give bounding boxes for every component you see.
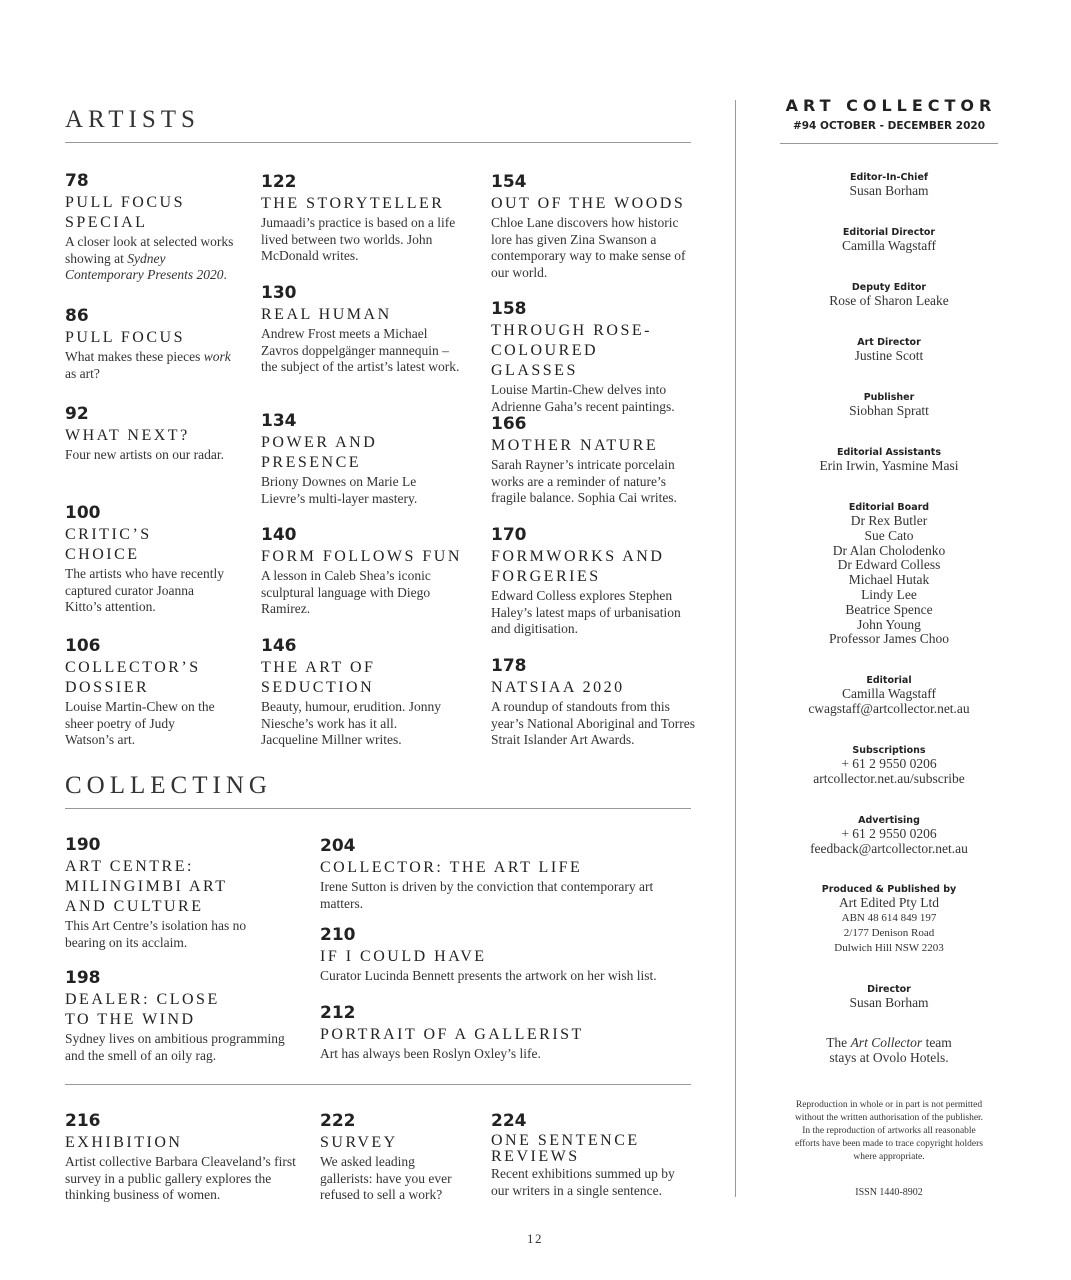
entry-heading: THROUGH ROSE-COLOURED GLASSES xyxy=(491,322,652,379)
entry-description: Andrew Frost meets a Michael Zavros doppelgänger mannequin – the subject of the artist’s latest work. xyxy=(261,326,460,374)
toc-entry[interactable] xyxy=(65,306,243,382)
toc-entry[interactable] xyxy=(65,1111,300,1204)
credit-detail: Dulwich Hill NSW 2203 xyxy=(834,941,944,954)
credit-block xyxy=(780,983,998,1011)
credit-value: Susan Borham xyxy=(849,183,929,198)
credit-label: Publisher xyxy=(863,392,915,403)
entry-description: Louise Martin-Chew delves into Adrienne Gaha’s recent paintings. xyxy=(491,382,675,414)
credit-block xyxy=(780,674,998,717)
credit-label: Art Director xyxy=(857,337,921,348)
toc-entry[interactable] xyxy=(491,656,696,749)
credit-value: feedback@artcollector.net.au xyxy=(810,840,968,856)
page-number: 100 xyxy=(65,503,101,523)
credit-value: Professor James Choo xyxy=(829,631,949,647)
entry-description: We asked leading gallerists: have you ever refused to sell a work? xyxy=(320,1154,452,1202)
page-number: 178 xyxy=(491,656,527,676)
credit-block xyxy=(780,883,998,956)
entry-description: Jumaadi’s practice is based on a life lived between two worlds. John McDonald writes. xyxy=(261,215,456,263)
entry-heading: NATSIAA 2020 xyxy=(491,679,625,696)
collecting-divider xyxy=(65,808,691,809)
issn: ISSN 1440-8902 xyxy=(855,1187,923,1198)
entry-heading: FORM FOLLOWS FUN xyxy=(261,548,462,565)
credit-label: Produced & Published by xyxy=(821,884,957,895)
toc-entry[interactable] xyxy=(491,414,696,507)
credit-value: + 61 2 9550 0206 xyxy=(841,826,937,841)
credit-value: cwagstaff@artcollector.net.au xyxy=(808,700,970,716)
entry-heading: IF I COULD HAVE xyxy=(320,948,487,965)
credit-value: Susan Borham xyxy=(849,995,929,1010)
credit-label: Editor-In-Chief xyxy=(849,172,929,183)
page-number: 216 xyxy=(65,1111,101,1131)
credit-label: Subscriptions xyxy=(852,745,926,756)
page-number: 224 xyxy=(491,1111,527,1131)
credit-value: Sue Cato xyxy=(864,527,914,543)
entry-heading: COLLECTOR’S DOSSIER xyxy=(65,659,201,696)
toc-entry[interactable] xyxy=(320,925,690,985)
credit-block xyxy=(780,446,998,474)
credit-value: Lindy Lee xyxy=(861,586,917,602)
page-number: 212 xyxy=(320,1003,356,1023)
entry-heading: COLLECTOR: THE ART LIFE xyxy=(320,859,583,876)
entry-description: Edward Colless explores Stephen Haley’s latest maps of urbanisation and digitisation. xyxy=(491,588,681,636)
credit-block xyxy=(780,814,998,857)
credit-value: Michael Hutak xyxy=(848,572,930,588)
entry-description: Louise Martin-Chew on the sheer poetry of Judy Watson’s art. xyxy=(65,699,215,747)
entry-heading: ART CENTRE: MILINGIMBI ART AND CULTURE xyxy=(65,858,228,915)
entry-description: This Art Centre’s isolation has no bearing on its acclaim. xyxy=(65,918,247,950)
page-number: 78 xyxy=(65,171,89,191)
page-number: 130 xyxy=(261,283,297,303)
toc-entry[interactable] xyxy=(320,1003,690,1063)
masthead xyxy=(780,96,998,134)
page-number: 140 xyxy=(261,525,297,545)
page-number: 134 xyxy=(261,411,297,431)
entry-heading: WHAT NEXT? xyxy=(65,427,190,444)
toc-entry[interactable] xyxy=(491,1111,696,1199)
entry-description: Beauty, humour, erudition. Jonny Niesche’s work has it all. Jacqueline Millner writes. xyxy=(261,699,442,747)
magazine-name: ART COLLECTOR xyxy=(785,96,997,115)
credit-block xyxy=(780,226,998,254)
page-number: 222 xyxy=(320,1111,356,1131)
credit-value: Erin Irwin, Yasmine Masi xyxy=(819,458,959,473)
credit-value: Siobhan Spratt xyxy=(849,403,929,418)
toc-entry[interactable] xyxy=(491,172,696,281)
credit-block xyxy=(780,171,998,199)
page-number: 122 xyxy=(261,172,297,192)
credit-block xyxy=(780,336,998,364)
credit-value: John Young xyxy=(857,616,921,632)
credit-value: Justine Scott xyxy=(854,348,924,363)
credit-value: Camilla Wagstaff xyxy=(841,238,937,253)
collecting-section-title: COLLECTING xyxy=(65,772,272,799)
page-number: 106 xyxy=(65,636,101,656)
credit-block xyxy=(780,744,998,787)
page-number: 154 xyxy=(491,172,527,192)
entry-description: Irene Sutton is driven by the conviction that contemporary art matters. xyxy=(320,879,654,911)
entry-heading: MOTHER NATURE xyxy=(491,437,659,454)
entry-description: What makes these pieces work as art? xyxy=(65,349,231,381)
page-number: 166 xyxy=(491,414,527,434)
entry-heading: PORTRAIT OF A GALLERIST xyxy=(320,1026,584,1043)
credit-detail: 2/177 Denison Road xyxy=(843,926,935,939)
entry-description: Sydney lives on ambitious programming and the smell of an oily rag. xyxy=(65,1031,285,1063)
toc-entry[interactable] xyxy=(491,525,696,638)
toc-entry[interactable] xyxy=(65,171,243,284)
toc-entry[interactable] xyxy=(65,404,225,464)
page-number: 190 xyxy=(65,835,101,855)
entry-description: Recent exhibitions summed up by our writers in a single sentence. xyxy=(491,1166,675,1198)
toc-entry[interactable] xyxy=(65,835,250,951)
toc-entry[interactable] xyxy=(65,503,230,616)
toc-entry[interactable] xyxy=(491,299,696,415)
credit-block xyxy=(780,281,998,309)
entry-description: A roundup of standouts from this year’s National Aboriginal and Torres Strait Islander Art Awards. xyxy=(491,699,696,747)
toc-entry[interactable] xyxy=(261,636,461,749)
entry-description: Chloe Lane discovers how historic lore has given Zina Swanson a contemporary way to make sense of our world. xyxy=(491,215,686,280)
page-number: 210 xyxy=(320,925,356,945)
entry-description: The artists who have recently captured curator Joanna Kitto’s attention. xyxy=(65,566,224,614)
toc-entry[interactable] xyxy=(65,968,305,1064)
credit-value: Camilla Wagstaff xyxy=(841,686,937,701)
credit-block xyxy=(780,391,998,419)
credit-value: Art Edited Pty Ltd xyxy=(838,895,940,910)
credit-value: Rose of Sharon Leake xyxy=(829,293,949,308)
entry-heading: EXHIBITION xyxy=(65,1134,183,1151)
entry-heading: CRITIC’S CHOICE xyxy=(65,526,152,563)
entry-heading: FORMWORKS AND FORGERIES xyxy=(491,548,665,585)
page-number: 86 xyxy=(65,306,89,326)
toc-entry[interactable] xyxy=(261,411,461,507)
artists-divider xyxy=(65,142,691,143)
page-number: 146 xyxy=(261,636,297,656)
entry-description: Briony Downes on Marie Le Lievre’s multi-layer mastery. xyxy=(261,474,418,506)
entry-heading: OUT OF THE WOODS xyxy=(491,195,686,212)
folio: 12 xyxy=(527,1231,543,1246)
credit-label: Editorial Board xyxy=(848,502,930,513)
credit-value: artcollector.net.au/subscribe xyxy=(813,770,965,786)
entry-description: Art has always been Roslyn Oxley’s life. xyxy=(320,1046,541,1061)
toc-entry[interactable] xyxy=(261,283,461,376)
credit-label: Editorial xyxy=(866,675,912,686)
toc-entry[interactable] xyxy=(320,836,680,912)
entry-description: A closer look at selected works showing at Sydney Contemporary Presents 2020. xyxy=(65,234,234,282)
credit-label: Editorial Assistants xyxy=(836,447,941,458)
artists-section-title: ARTISTS xyxy=(65,106,200,133)
credit-label: Director xyxy=(867,984,911,995)
toc-entry[interactable] xyxy=(65,636,225,749)
credit-label: Deputy Editor xyxy=(851,282,927,293)
entry-heading: SURVEY xyxy=(320,1134,398,1151)
entry-heading: DEALER: CLOSE TO THE WIND xyxy=(65,991,220,1028)
toc-entry[interactable] xyxy=(261,172,461,265)
credit-value: + 61 2 9550 0206 xyxy=(841,756,937,771)
entry-heading: PULL FOCUS xyxy=(65,329,185,346)
entry-description: A lesson in Caleb Shea’s iconic sculptural language with Diego Ramirez. xyxy=(261,568,431,616)
page-number: 198 xyxy=(65,968,101,988)
entry-description: Four new artists on our radar. xyxy=(65,447,224,462)
column-divider xyxy=(735,100,736,1197)
page-number: 170 xyxy=(491,525,527,545)
page-number: 92 xyxy=(65,404,89,424)
masthead-divider xyxy=(780,143,998,144)
credit-label: Editorial Director xyxy=(842,227,936,238)
entry-heading: ONE SENTENCE REVIEWS xyxy=(491,1132,640,1165)
entry-description: Artist collective Barbara Cleaveland’s first survey in a public gallery explores the thinking business of women. xyxy=(65,1154,296,1202)
credit-value: Dr Alan Cholodenko xyxy=(832,542,946,558)
entry-heading: THE STORYTELLER xyxy=(261,195,445,212)
credit-value: Beatrice Spence xyxy=(845,601,933,617)
credit-block xyxy=(780,501,998,647)
entry-heading: REAL HUMAN xyxy=(261,306,392,323)
disclaimer: Reproduction in whole or in part is not permitted without the written authorisation of the publisher. In the reproduction of artworks all reasonable efforts have been made to trace copyright holders where appropriate. xyxy=(794,1100,984,1162)
entry-heading: THE ART OF SEDUCTION xyxy=(261,659,376,696)
entry-heading: PULL FOCUS SPECIAL xyxy=(65,194,185,231)
toc-entry[interactable] xyxy=(320,1111,470,1204)
credit-label: Advertising xyxy=(858,815,920,826)
entry-description: Curator Lucinda Bennett presents the artwork on her wish list. xyxy=(320,968,657,983)
issue-line: #94 OCTOBER - DECEMBER 2020 xyxy=(792,120,986,132)
page-number: 158 xyxy=(491,299,527,319)
credit-detail: ABN 48 614 849 197 xyxy=(841,911,937,924)
hotel-note: The Art Collector team stays at Ovolo Hotels. xyxy=(826,1035,952,1065)
bottom-divider xyxy=(65,1084,691,1085)
page-number: 204 xyxy=(320,836,356,856)
entry-description: Sarah Rayner’s intricate porcelain works are a reminder of nature’s fragile balance. Sophia Cai writes. xyxy=(491,457,677,505)
toc-entry[interactable] xyxy=(261,525,471,618)
credit-value: Dr Rex Butler xyxy=(850,513,928,528)
entry-heading: POWER AND PRESENCE xyxy=(261,434,378,471)
credit-value: Dr Edward Colless xyxy=(837,557,941,573)
